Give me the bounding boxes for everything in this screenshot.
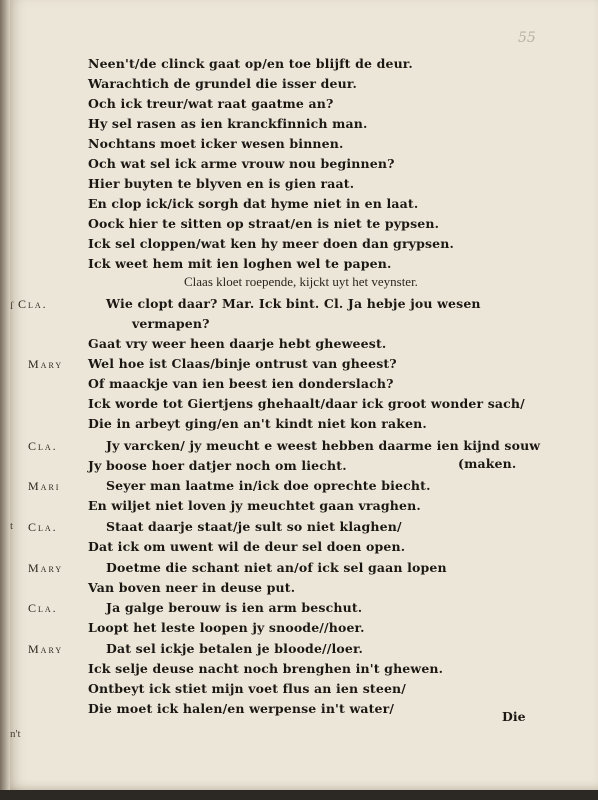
dialogue-line: Dat sel ickje betalen je bloode//loer. — [106, 641, 364, 656]
speaker-label: Cla. — [28, 601, 58, 615]
speaker-label: Mary — [28, 561, 64, 575]
speaker-label: Mari — [28, 479, 61, 493]
dialogue-line: Doetme die schant niet an/of ick sel gaan lopen — [106, 560, 447, 575]
verse-line: Warachtich de grundel die isser deur. — [88, 76, 357, 91]
speaker-label: Cla. — [18, 297, 48, 311]
catchword: Die — [502, 709, 526, 724]
dialogue-line: Jy varcken/ jy meucht e weest hebben daarme ien kijnd souw — [106, 438, 541, 453]
edge-mark: t — [10, 520, 14, 532]
dialogue-line: En wiljet niet loven jy meuchtet gaan vraghen. — [88, 498, 421, 513]
speaker-label: Cla. — [28, 439, 58, 453]
speaker-label: Mary — [28, 357, 64, 371]
verse-line: En clop ick/ick sorgh dat hyme niet in en laat. — [88, 196, 419, 211]
dialogue-line: Ick selje deuse nacht noch brenghen in't ghewen. — [88, 661, 444, 676]
verse-line: Oock hier te sitten op straat/en is niet te pypsen. — [88, 216, 440, 231]
edge-mark: ſ — [10, 300, 14, 312]
dialogue-line: Wie clopt daar? Mar. Ick bint. Cl. Ja hebje jou wesen — [106, 296, 481, 311]
verse-line: Och wat sel ick arme vrouw nou beginnen? — [88, 156, 395, 171]
dialogue-line: Van boven neer in deuse put. — [88, 580, 296, 595]
overflow-word: (maken. — [458, 456, 517, 471]
dialogue-line: Ick worde tot Giertjens ghehaalt/daar ick groot wonder sach/ — [88, 396, 525, 411]
dialogue-line: Seyer man laatme in/ick doe oprechte biecht. — [106, 478, 431, 493]
dialogue-line: Dat ick om uwent wil de deur sel doen open. — [88, 539, 406, 554]
speaker-label: Cla. — [28, 520, 58, 534]
dialogue-line: vermapen? — [132, 316, 210, 331]
folio-number: 55 — [518, 30, 536, 46]
dialogue-line: Ja galge berouw is ien arm beschut. — [106, 600, 363, 615]
verse-line: Nochtans moet icker wesen binnen. — [88, 136, 344, 151]
verse-line: Ick weet hem mit ien loghen wel te papen. — [88, 256, 392, 271]
dialogue-line: Of maackje van ien beest ien donderslach? — [88, 376, 394, 391]
dialogue-line: Die in arbeyt ging/en an't kindt niet kon raken. — [88, 416, 427, 431]
verse-line: Neen't/de clinck gaat op/en toe blijft de deur. — [88, 56, 413, 71]
edge-mark: n't — [10, 728, 21, 740]
verse-line: Och ick treur/wat raat gaatme an? — [88, 96, 334, 111]
dialogue-line: Wel hoe ist Claas/binje ontrust van gheest? — [88, 356, 397, 371]
dialogue-line: Jy boose hoer datjer noch om liecht. — [88, 458, 347, 473]
verse-line: Ick sel cloppen/wat ken hy meer doen dan grypsen. — [88, 236, 455, 251]
page-shadow-bottom — [0, 790, 598, 800]
book-gutter — [0, 0, 10, 800]
speaker-label: Mary — [28, 642, 64, 656]
stage-direction: Claas kloet roepende, kijckt uyt het veynster. — [184, 274, 418, 289]
dialogue-line: Loopt het leste loopen jy snoode//hoer. — [88, 620, 365, 635]
dialogue-line: Ontbeyt ick stiet mijn voet flus an ien steen/ — [88, 681, 407, 696]
dialogue-line: Staat daarje staat/je sult so niet klaghen/ — [106, 519, 402, 534]
verse-line: Hier buyten te blyven en is gien raat. — [88, 176, 355, 191]
dialogue-line: Die moet ick halen/en werpense in't water/ — [88, 701, 395, 716]
verse-line: Hy sel rasen as ien kranckfinnich man. — [88, 116, 368, 131]
book-page — [10, 0, 598, 790]
dialogue-line: Gaat vry weer heen daarje hebt gheweest. — [88, 336, 387, 351]
